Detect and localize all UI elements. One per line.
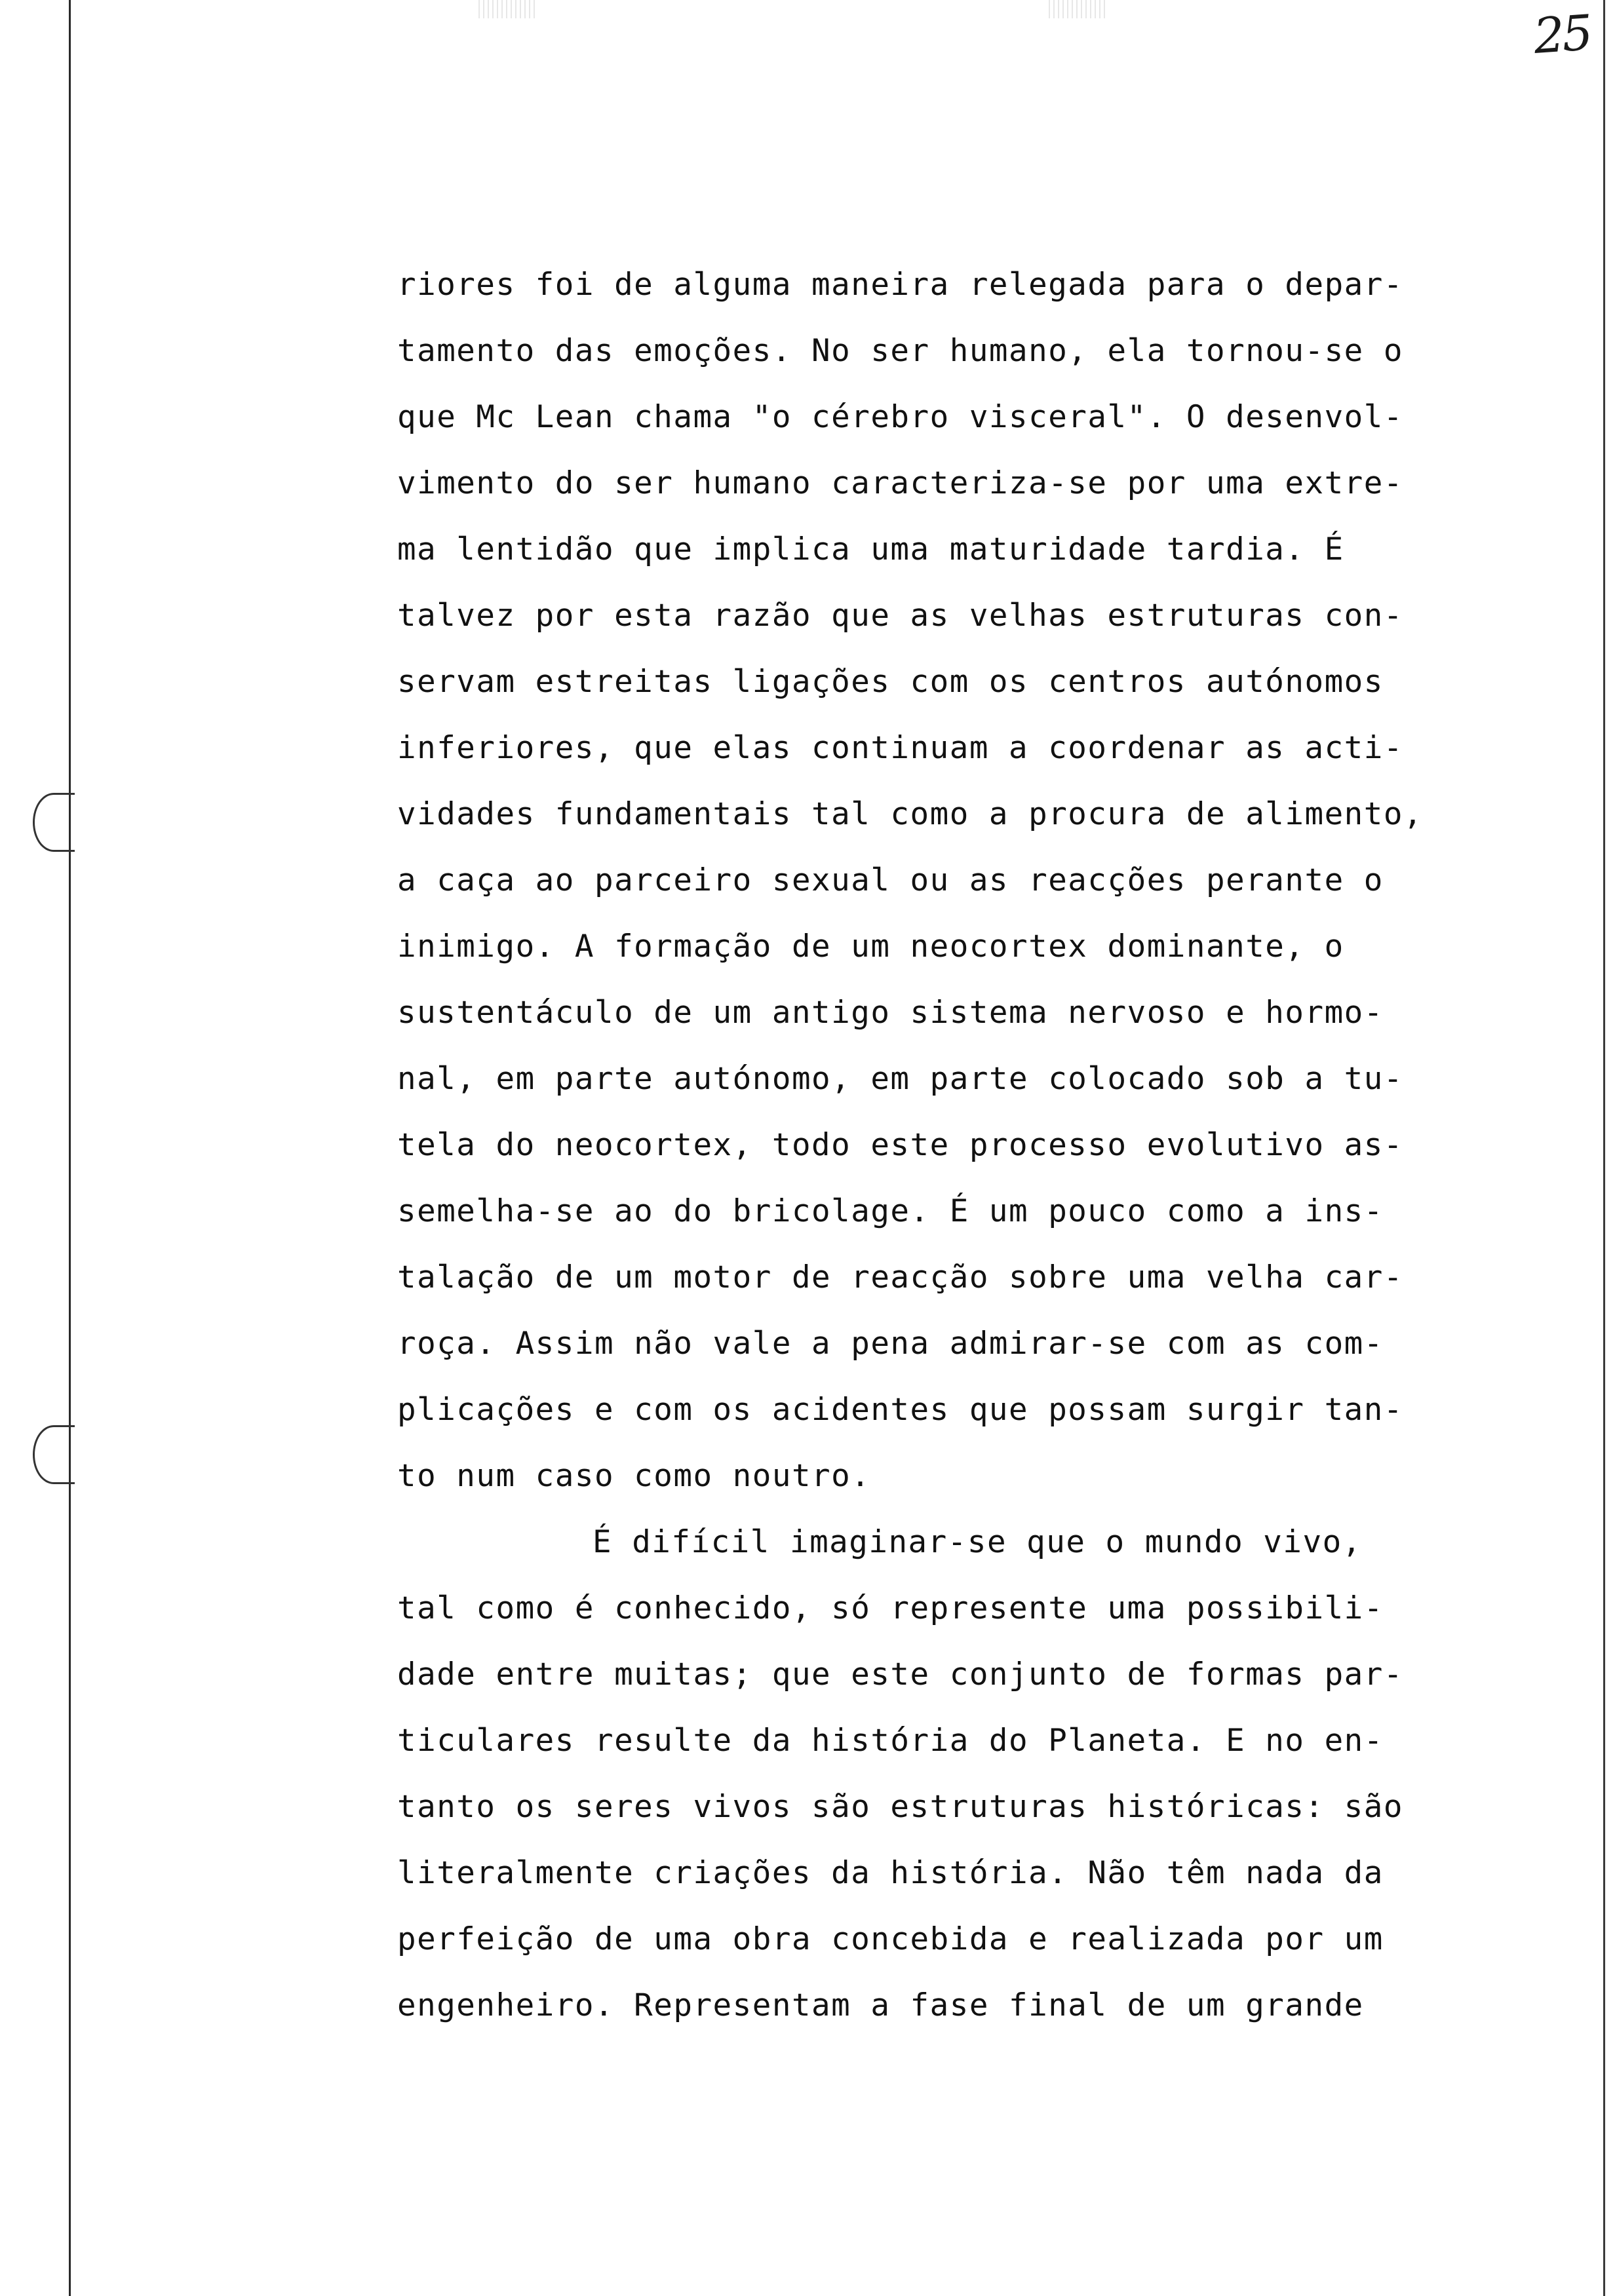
text-line: ma lentidão que implica uma maturidade tardia. É [397,531,1344,567]
text-line: plicações e com os acidentes que possam surgir tan- [397,1392,1403,1428]
text-line: inferiores, que elas continuam a coordenar as acti- [397,730,1403,766]
text-line: roça. Assim não vale a pena admirar-se com as com- [397,1326,1384,1362]
text-line: perfeição de uma obra concebida e realizada por um [397,1921,1384,1957]
text-line: talação de um motor de reacção sobre uma velha car- [397,1259,1403,1295]
paragraph-first-line: É difícil imaginar-se que o mundo vivo, [593,1524,1362,1560]
text-line: dade entre muitas; que este conjunto de formas par- [397,1656,1403,1693]
text-line: servam estreitas ligações com os centros autónomos [397,664,1384,700]
text-line: tela do neocortex, todo este processo evolutivo as- [397,1127,1403,1163]
text-line: riores foi de alguma maneira relegada para o depar- [397,267,1403,303]
text-line: vidades fundamentais tal como a procura de alimento, [397,796,1424,832]
text-line: que Mc Lean chama "o cérebro visceral". O desenvol- [397,399,1403,435]
punch-hole-mark [33,793,75,852]
text-line: nal, em parte autónomo, em parte colocado sob a tu- [397,1061,1403,1097]
scan-artifact [1049,0,1108,18]
text-line: talvez por esta razão que as velhas estruturas con- [397,598,1403,634]
text-line: vimento do ser humano caracteriza-se por uma extre- [397,465,1403,501]
text-line: tanto os seres vivos são estruturas históricas: são [397,1789,1403,1825]
punch-hole-mark [33,1425,75,1484]
text-line: engenheiro. Representam a fase final de um grande [397,1987,1364,2023]
text-line: literalmente criações da história. Não têm nada da [397,1855,1384,1891]
page-number: 25 [1532,5,1593,65]
right-edge-rule [1603,0,1605,2296]
text-line: semelha-se ao do bricolage. É um pouco como a ins- [397,1193,1384,1229]
left-margin-rule [69,0,71,2296]
text-line: inimigo. A formação de um neocortex dominante, o [397,928,1344,965]
text-line: ticulares resulte da história do Planeta. E no en- [397,1723,1384,1759]
body-text [397,252,1577,2038]
scan-artifact [478,0,537,18]
text-line: a caça ao parceiro sexual ou as reacções perante o [397,862,1384,898]
text-line: tal como é conhecido, só represente uma possibili- [397,1590,1384,1626]
text-line: to num caso como noutro. [397,1458,871,1494]
text-line: sustentáculo de um antigo sistema nervoso e hormo- [397,995,1384,1031]
text-line: tamento das emoções. No ser humano, ela tornou-se o [397,333,1403,369]
